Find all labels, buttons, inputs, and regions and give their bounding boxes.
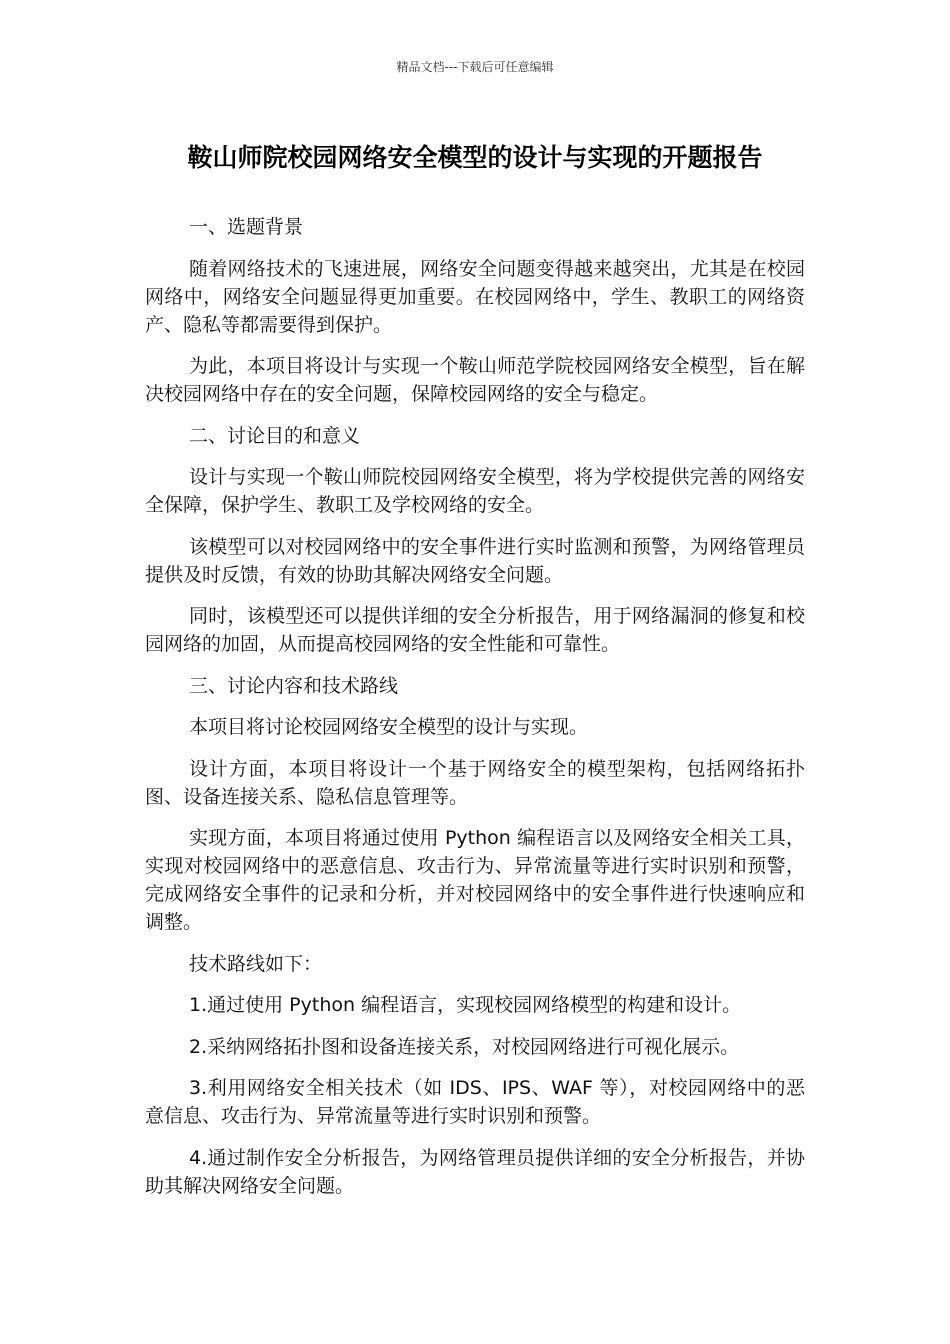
paragraph: 同时，该模型还可以提供详细的安全分析报告，用于网络漏洞的修复和校园网络的加固，从而提高校园网络的安全性能和可靠性。: [145, 605, 805, 655]
list-item: 4.通过制作安全分析报告，为网络管理员提供详细的安全分析报告，并协助其解决网络安全问题。: [145, 1146, 805, 1197]
list-item: 2.采纳网络拓扑图和设备连接关系，对校园网络进行可视化展示。: [189, 1035, 740, 1058]
list-item: 3.利用网络安全相关技术（如 IDS、IPS、WAF 等），对校园网络中的恶意信息、攻击行为、异常流量等进行实时识别和预警。: [145, 1077, 805, 1127]
paragraph: 实现方面，本项目将通过使用 Python 编程语言以及网络安全相关工具，实现对校园网络中的恶意信息、攻击行为、异常流量等进行实时识别和预警，完成网络安全事件的记录和分析，并对校园网络中的安全事件进行快速响应和调整。: [145, 827, 805, 933]
section-heading-content: 三、讨论内容和技术路线: [189, 674, 399, 697]
document-body: [145, 213, 805, 1213]
section-heading-background: 一、选题背景: [189, 216, 304, 238]
paragraph: 技术路线如下：: [189, 952, 323, 975]
section-heading-purpose: 二、讨论目的和意义: [189, 424, 361, 447]
paragraph: 设计与实现一个鞍山师院校园网络安全模型，将为学校提供完善的网络安全保障，保护学生、教职工及学校网络的安全。: [145, 466, 805, 516]
paragraph: 该模型可以对校园网络中的安全事件进行实时监测和预警，为网络管理员提供及时反馈，有效的协助其解决网络安全问题。: [145, 535, 805, 586]
paragraph: 本项目将讨论校园网络安全模型的设计与实现。: [189, 716, 589, 738]
paragraph: 为此，本项目将设计与实现一个鞍山师范学院校园网络安全模型，旨在解决校园网络中存在的安全问题，保障校园网络的安全与稳定。: [145, 355, 805, 405]
paragraph: 设计方面，本项目将设计一个基于网络安全的模型架构，包括网络拓扑图、设备连接关系、隐私信息管理等。: [145, 757, 805, 808]
document-title: 鞍山师院校园网络安全模型的设计与实现的开题报告: [187, 143, 763, 172]
header-note: 精品文档---下载后可任意编辑: [396, 60, 554, 74]
list-item: 1.通过使用 Python 编程语言，实现校园网络模型的构建和设计。: [189, 994, 742, 1016]
paragraph: 随着网络技术的飞速进展，网络安全问题变得越来越突出，尤其是在校园网络中，网络安全问题显得更加重要。在校园网络中，学生、教职工的网络资产、隐私等都需要得到保护。: [145, 257, 805, 336]
